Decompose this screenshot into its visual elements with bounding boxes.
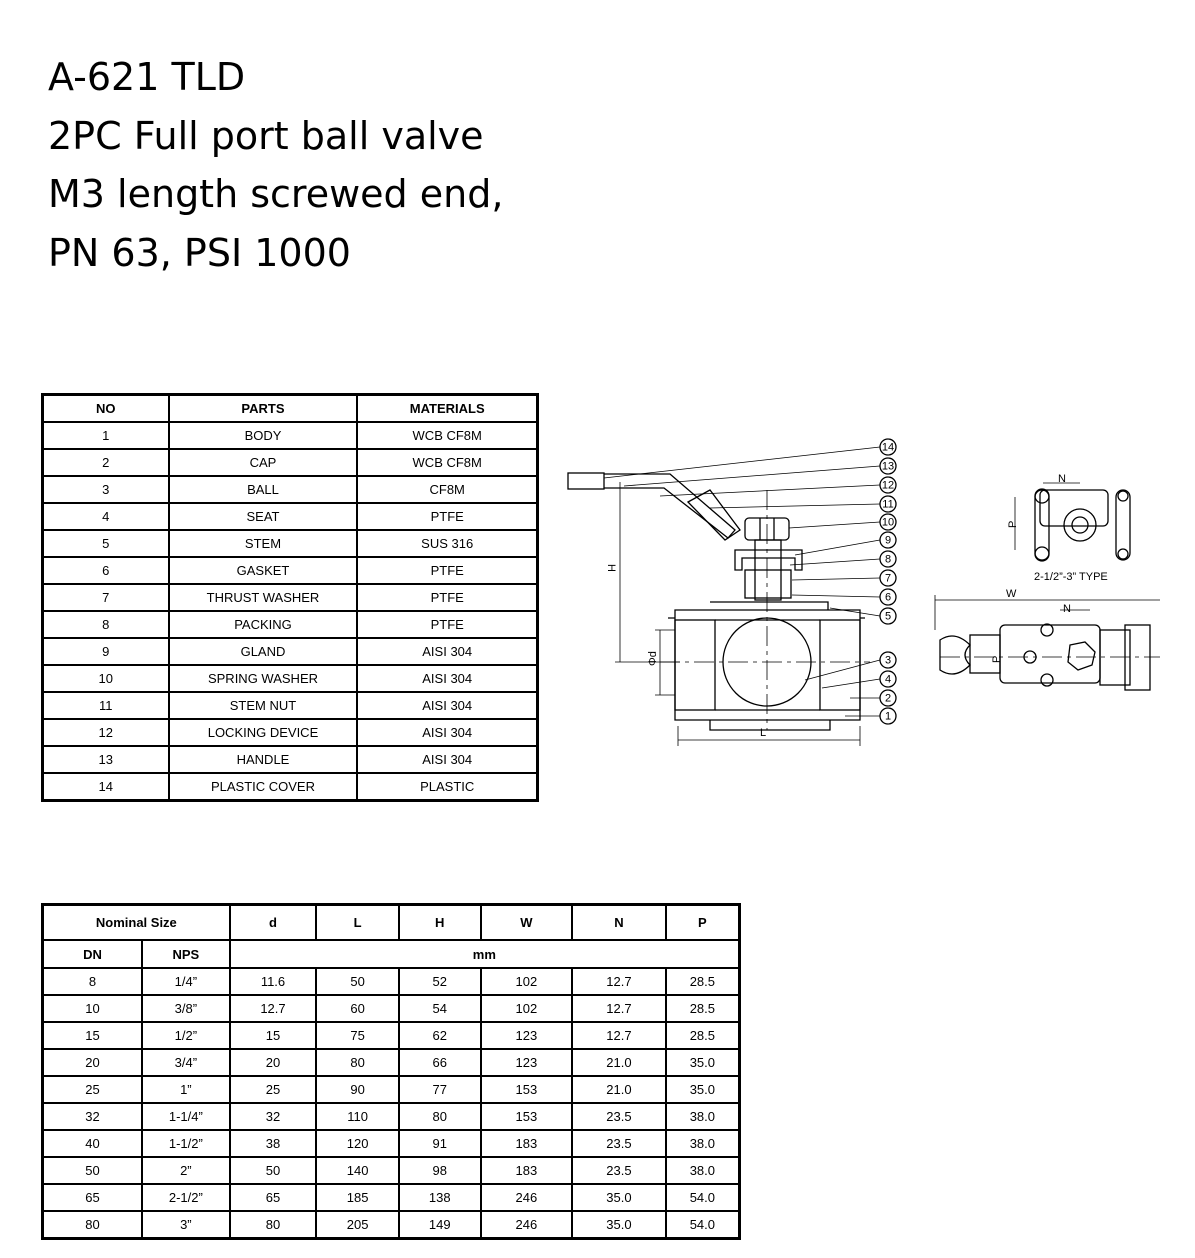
nps-cell: 1/2” [142, 1022, 230, 1049]
p-cell: 54.0 [666, 1211, 740, 1239]
size-row [43, 1103, 740, 1130]
part-material: CF8M [357, 476, 537, 503]
document-title [48, 48, 503, 282]
title-line-end-type: M3 length screwed end, [48, 172, 504, 216]
p-cell: 28.5 [666, 995, 740, 1022]
l-cell: 75 [316, 1022, 399, 1049]
parts-row [43, 476, 538, 503]
w-cell: 102 [481, 995, 573, 1022]
header-parts: PARTS [169, 395, 358, 423]
parts-row [43, 530, 538, 557]
part-name: SPRING WASHER [169, 665, 358, 692]
parts-row [43, 746, 538, 773]
nps-cell: 3/8” [142, 995, 230, 1022]
n-cell: 35.0 [572, 1211, 666, 1239]
callout-number: 14 [881, 441, 895, 454]
part-no: 12 [43, 719, 169, 746]
part-no: 1 [43, 422, 169, 449]
nps-cell: 2-1/2” [142, 1184, 230, 1211]
callout-number: 7 [884, 572, 892, 585]
part-no: 7 [43, 584, 169, 611]
n-cell: 23.5 [572, 1130, 666, 1157]
label-n-bottom: N [1063, 603, 1071, 615]
d-cell: 12.7 [230, 995, 317, 1022]
n-cell: 23.5 [572, 1103, 666, 1130]
part-name: GASKET [169, 557, 358, 584]
part-material: PTFE [357, 584, 537, 611]
part-no: 8 [43, 611, 169, 638]
part-name: GLAND [169, 638, 358, 665]
dn-cell: 50 [43, 1157, 143, 1184]
w-cell: 183 [481, 1157, 573, 1184]
n-cell: 35.0 [572, 1184, 666, 1211]
w-cell: 246 [481, 1184, 573, 1211]
n-cell: 12.7 [572, 995, 666, 1022]
callout-number: 12 [881, 479, 895, 492]
part-material: AISI 304 [357, 746, 537, 773]
part-material: WCB CF8M [357, 449, 537, 476]
p-cell: 38.0 [666, 1103, 740, 1130]
part-name: SEAT [169, 503, 358, 530]
d-cell: 32 [230, 1103, 317, 1130]
label-p-bottom: P [991, 655, 1003, 663]
label-w: W [1006, 588, 1017, 600]
header-nominal-size: Nominal Size [43, 905, 230, 941]
dn-cell: 32 [43, 1103, 143, 1130]
w-cell: 153 [481, 1076, 573, 1103]
h-cell: 52 [399, 968, 481, 995]
size-row [43, 1022, 740, 1049]
p-cell: 35.0 [666, 1049, 740, 1076]
parts-row [43, 665, 538, 692]
n-cell: 21.0 [572, 1076, 666, 1103]
h-cell: 98 [399, 1157, 481, 1184]
parts-row [43, 692, 538, 719]
parts-row [43, 422, 538, 449]
part-material: PTFE [357, 611, 537, 638]
part-no: 5 [43, 530, 169, 557]
callout-number: 13 [881, 460, 895, 473]
h-cell: 149 [399, 1211, 481, 1239]
part-no: 4 [43, 503, 169, 530]
w-cell: 183 [481, 1130, 573, 1157]
w-cell: 153 [481, 1103, 573, 1130]
size-row [43, 1211, 740, 1239]
callout-number: 2 [884, 692, 892, 705]
part-name: CAP [169, 449, 358, 476]
part-no: 3 [43, 476, 169, 503]
header-n: N [572, 905, 666, 941]
header-unit: mm [230, 940, 740, 968]
dn-cell: 8 [43, 968, 143, 995]
nps-cell: 1/4” [142, 968, 230, 995]
parts-row [43, 503, 538, 530]
label-l: L [760, 727, 767, 739]
label-p-top: P [1007, 520, 1019, 528]
parts-row [43, 584, 538, 611]
part-material: PTFE [357, 503, 537, 530]
plastic-cover [568, 473, 604, 489]
dimensions-header-row [43, 905, 740, 941]
l-cell: 205 [316, 1211, 399, 1239]
header-l: L [316, 905, 399, 941]
n-cell: 23.5 [572, 1157, 666, 1184]
part-material: AISI 304 [357, 665, 537, 692]
part-no: 2 [43, 449, 169, 476]
h-cell: 77 [399, 1076, 481, 1103]
l-cell: 80 [316, 1049, 399, 1076]
p-cell: 38.0 [666, 1130, 740, 1157]
header-no: NO [43, 395, 169, 423]
h-cell: 138 [399, 1184, 481, 1211]
w-cell: 123 [481, 1022, 573, 1049]
p-cell: 28.5 [666, 968, 740, 995]
parts-table [41, 393, 539, 802]
type-label: 2-1/2”-3” TYPE [1034, 571, 1108, 583]
callout-number: 10 [881, 516, 895, 529]
nps-cell: 3” [142, 1211, 230, 1239]
label-n-top: N [1058, 473, 1066, 485]
l-cell: 60 [316, 995, 399, 1022]
callout-number: 9 [884, 534, 892, 547]
callout-number: 4 [884, 673, 892, 686]
dn-cell: 15 [43, 1022, 143, 1049]
part-name: BODY [169, 422, 358, 449]
label-d: Φd [647, 651, 659, 666]
dn-cell: 10 [43, 995, 143, 1022]
callout-number: 3 [884, 654, 892, 667]
dn-cell: 40 [43, 1130, 143, 1157]
d-cell: 25 [230, 1076, 317, 1103]
size-row [43, 968, 740, 995]
part-name: STEM NUT [169, 692, 358, 719]
parts-row [43, 557, 538, 584]
l-cell: 110 [316, 1103, 399, 1130]
part-no: 11 [43, 692, 169, 719]
l-cell: 50 [316, 968, 399, 995]
part-no: 14 [43, 773, 169, 801]
part-material: AISI 304 [357, 692, 537, 719]
callout-number: 8 [884, 553, 892, 566]
n-cell: 12.7 [572, 1022, 666, 1049]
d-cell: 20 [230, 1049, 317, 1076]
h-cell: 66 [399, 1049, 481, 1076]
h-cell: 62 [399, 1022, 481, 1049]
part-material: WCB CF8M [357, 422, 537, 449]
size-row [43, 1130, 740, 1157]
n-cell: 12.7 [572, 968, 666, 995]
size-row [43, 1157, 740, 1184]
h-cell: 54 [399, 995, 481, 1022]
nps-cell: 1-1/4” [142, 1103, 230, 1130]
title-line-description: 2PC Full port ball valve [48, 113, 484, 158]
d-cell: 50 [230, 1157, 317, 1184]
title-line-model: A-621 TLD [48, 55, 246, 99]
part-name: BALL [169, 476, 358, 503]
d-cell: 38 [230, 1130, 317, 1157]
header-materials: MATERIALS [357, 395, 537, 423]
dn-cell: 65 [43, 1184, 143, 1211]
part-material: AISI 304 [357, 638, 537, 665]
dn-cell: 20 [43, 1049, 143, 1076]
header-w: W [481, 905, 573, 941]
part-material: PLASTIC [357, 773, 537, 801]
parts-row [43, 638, 538, 665]
l-cell: 120 [316, 1130, 399, 1157]
parts-row [43, 773, 538, 801]
header-h: H [399, 905, 481, 941]
part-name: PACKING [169, 611, 358, 638]
d-cell: 80 [230, 1211, 317, 1239]
w-cell: 102 [481, 968, 573, 995]
dn-cell: 80 [43, 1211, 143, 1239]
nps-cell: 2” [142, 1157, 230, 1184]
size-row [43, 1184, 740, 1211]
callout-number: 6 [884, 591, 892, 604]
p-cell: 38.0 [666, 1157, 740, 1184]
title-line-pressure: PN 63, PSI 1000 [48, 230, 351, 275]
parts-header-row [43, 395, 538, 423]
part-material: SUS 316 [357, 530, 537, 557]
p-cell: 35.0 [666, 1076, 740, 1103]
part-no: 6 [43, 557, 169, 584]
callout-number: 1 [884, 710, 892, 723]
part-name: THRUST WASHER [169, 584, 358, 611]
part-no: 13 [43, 746, 169, 773]
d-cell: 15 [230, 1022, 317, 1049]
h-cell: 91 [399, 1130, 481, 1157]
part-material: AISI 304 [357, 719, 537, 746]
part-no: 9 [43, 638, 169, 665]
p-cell: 54.0 [666, 1184, 740, 1211]
dimensions-subheader-row [43, 940, 740, 968]
l-cell: 185 [316, 1184, 399, 1211]
part-name: STEM [169, 530, 358, 557]
dn-cell: 25 [43, 1076, 143, 1103]
nps-cell: 1” [142, 1076, 230, 1103]
l-cell: 140 [316, 1157, 399, 1184]
n-cell: 21.0 [572, 1049, 666, 1076]
callout-number: 5 [884, 610, 892, 623]
part-name: LOCKING DEVICE [169, 719, 358, 746]
part-no: 10 [43, 665, 169, 692]
parts-row [43, 719, 538, 746]
header-p: P [666, 905, 740, 941]
nps-cell: 3/4” [142, 1049, 230, 1076]
part-material: PTFE [357, 557, 537, 584]
header-dn: DN [43, 940, 143, 968]
callout-number: 11 [882, 498, 894, 511]
valve-drawing [560, 430, 1180, 760]
size-row [43, 1076, 740, 1103]
nps-cell: 1-1/2” [142, 1130, 230, 1157]
parts-row [43, 611, 538, 638]
d-cell: 65 [230, 1184, 317, 1211]
l-cell: 90 [316, 1076, 399, 1103]
label-h: H [605, 564, 617, 572]
d-cell: 11.6 [230, 968, 317, 995]
h-cell: 80 [399, 1103, 481, 1130]
part-name: HANDLE [169, 746, 358, 773]
w-cell: 246 [481, 1211, 573, 1239]
w-cell: 123 [481, 1049, 573, 1076]
dimensions-table [41, 903, 741, 1240]
header-d: d [230, 905, 317, 941]
size-row [43, 1049, 740, 1076]
parts-row [43, 449, 538, 476]
p-cell: 28.5 [666, 1022, 740, 1049]
part-name: PLASTIC COVER [169, 773, 358, 801]
header-nps: NPS [142, 940, 230, 968]
size-row [43, 995, 740, 1022]
